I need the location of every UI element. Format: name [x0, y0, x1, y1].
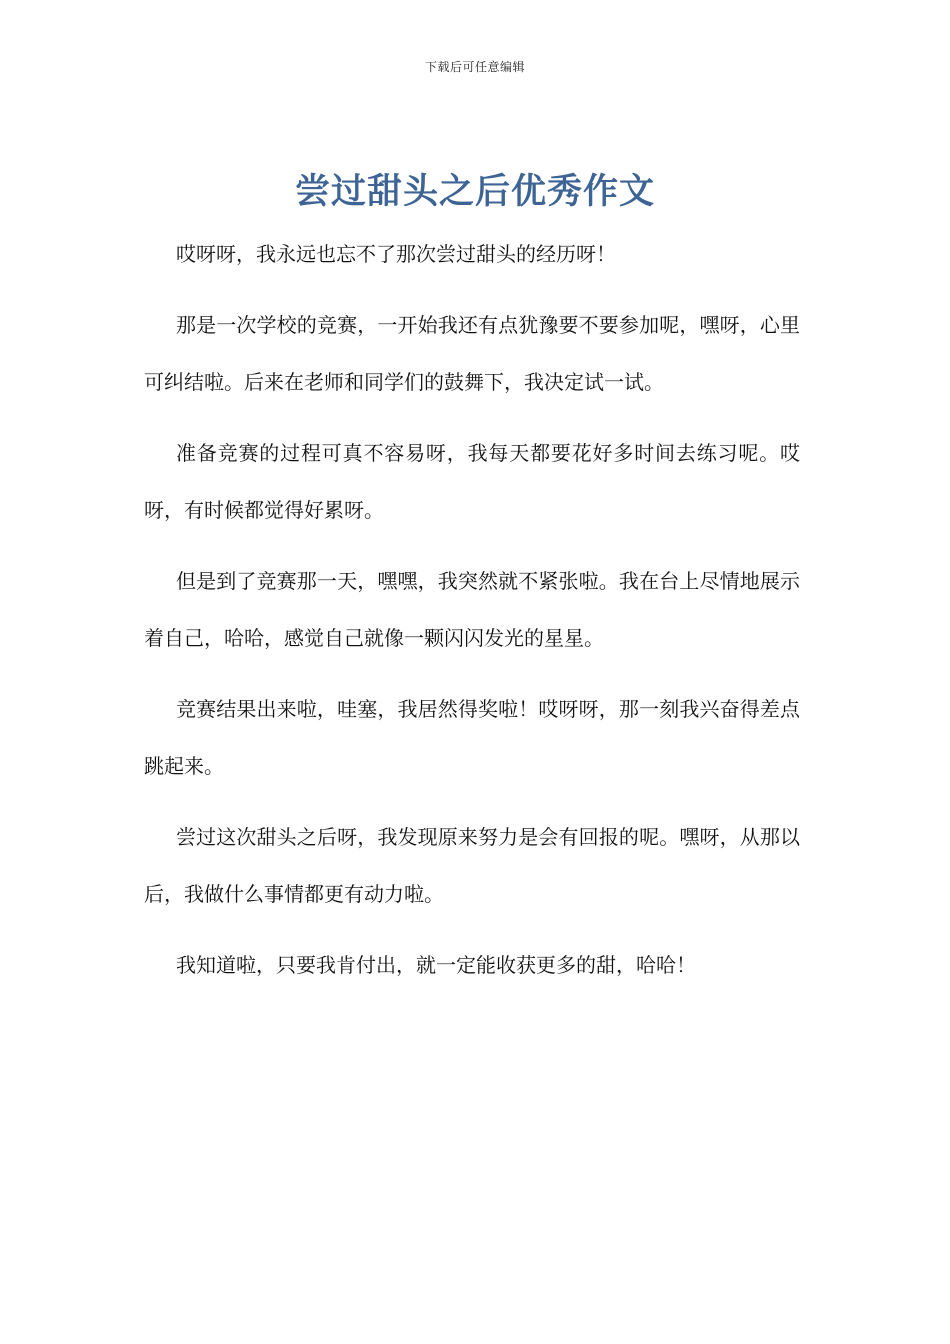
paragraph-5: 竞赛结果出来啦，哇塞，我居然得奖啦！哎呀呀，那一刻我兴奋得差点跳起来。 — [144, 697, 800, 778]
paragraph-2: 那是一次学校的竞赛，一开始我还有点犹豫要不要参加呢，嘿呀，心里可纠结啦。后来在老师和同学们的鼓舞下，我决定试一试。 — [144, 313, 800, 394]
paragraph-3: 准备竞赛的过程可真不容易呀，我每天都要花好多时间去练习呢。哎呀，有时候都觉得好累呀。 — [144, 441, 800, 522]
paragraph-6: 尝过这次甜头之后呀，我发现原来努力是会有回报的呢。嘿呀，从那以后，我做什么事情都更有动力啦。 — [144, 825, 800, 906]
document-body — [144, 226, 800, 994]
paragraph-7: 我知道啦，只要我肯付出，就一定能收获更多的甜，哈哈！ — [176, 953, 696, 977]
paragraph-1: 哎呀呀，我永远也忘不了那次尝过甜头的经历呀！ — [176, 242, 616, 266]
document-title: 尝过甜头之后优秀作文 — [294, 172, 655, 212]
header-note: 下载后可任意编辑 — [424, 60, 525, 74]
paragraph-4: 但是到了竞赛那一天，嘿嘿，我突然就不紧张啦。我在台上尽情地展示着自己，哈哈，感觉自己就像一颗闪闪发光的星星。 — [144, 569, 800, 650]
